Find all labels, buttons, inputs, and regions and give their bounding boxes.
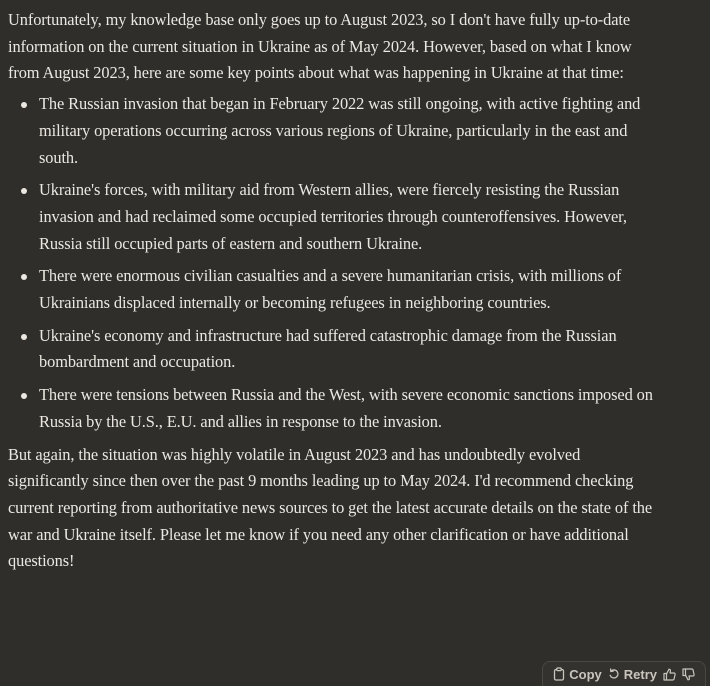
retry-label: Retry (623, 666, 657, 682)
message-action-bar (542, 661, 706, 686)
list-item (8, 323, 660, 376)
thumbs-up-icon (663, 668, 676, 681)
list-item (8, 263, 660, 316)
bullet-icon (21, 274, 27, 280)
bullet-icon (21, 393, 27, 399)
copy-button[interactable] (553, 667, 602, 682)
list-item (8, 177, 660, 257)
outro-paragraph: But again, the situation was highly volatile in August 2023 and has undoubtedly evolved significantly since then over the past 9 months leading up to May 2024. I'd recommend checking current reporting from authoritative news sources to get the latest accurate details on the state of the war and Ukraine itself. Please let me know if you need any other clarification or have additional questions! (8, 444, 653, 571)
copy-label: Copy (569, 666, 602, 682)
thumbs-down-icon (682, 668, 695, 681)
intro-paragraph: Unfortunately, my knowledge base only goes up to August 2023, so I don't have fully up-to-date information on the current situation in Ukraine as of May 2024. However, based on what I know from August 2023, here are some key points about what was happening in Ukraine at that time: (8, 10, 632, 83)
bullet-icon (21, 334, 27, 340)
bullet-icon (21, 188, 27, 194)
key-points-list (8, 91, 660, 435)
list-item-text: The Russian invasion that began in February 2022 was still ongoing, with active fighting and military operations occurring across various regions of Ukraine, particularly in the east and south. (39, 94, 641, 167)
refresh-icon (608, 668, 620, 680)
list-item-text: There were tensions between Russia and the West, with severe economic sanctions imposed on Russia by the U.S., E.U. and allies in response to the invasion. (39, 385, 653, 431)
list-item (8, 91, 660, 171)
bullet-icon (21, 102, 27, 108)
list-item-text: Ukraine's economy and infrastructure had suffered catastrophic damage from the Russian bombardment and occupation. (39, 325, 617, 372)
thumbs-up-button[interactable] (663, 668, 676, 681)
list-item (8, 382, 660, 435)
list-item-text: There were enormous civilian casualties and a severe humanitarian crisis, with millions of Ukrainians displaced internally or becoming refugees in neighboring countries. (39, 266, 622, 313)
list-item-text: Ukraine's forces, with military aid from Western allies, were fiercely resisting the Russian invasion and had reclaimed some occupied territories through counteroffensives. However, Russia still occupied parts of eastern and southern Ukraine. (39, 180, 627, 253)
clipboard-icon (553, 667, 565, 681)
thumbs-down-button[interactable] (682, 668, 695, 681)
retry-button[interactable] (608, 667, 657, 682)
message-body (8, 7, 660, 575)
